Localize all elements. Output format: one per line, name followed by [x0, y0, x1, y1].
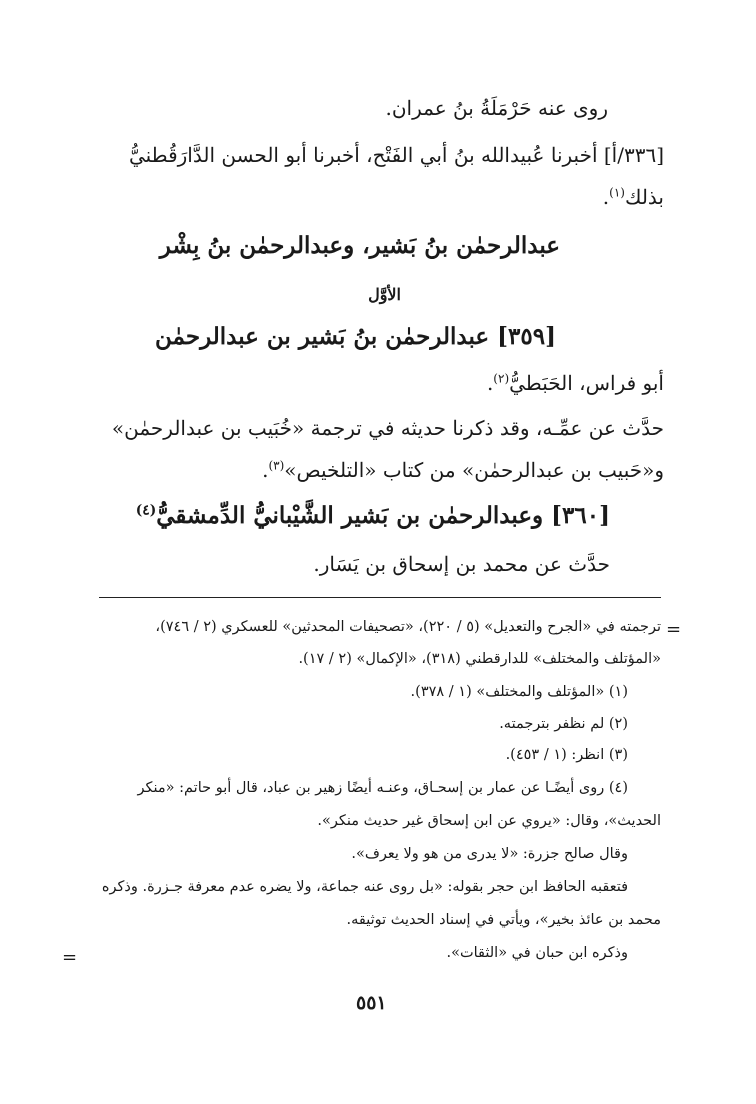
footnote-line: الحديث»، وقال: «يروي عن ابن إسحاق غير حديث منكر». [317, 813, 661, 829]
text-line: [٣٣٦/أ] أخبرنا عُبيدالله بنُ أبي الفَتْح، أخبرنا أبو الحسن الدَّارَقُطنيُّ [128, 143, 664, 167]
entry-heading: [٣٦٠] وعبدالرحمٰن بن بَشير الشَّيْبانيُّ الدِّمشقيُّ$^{(٤)}$ [135, 502, 610, 529]
footnote-line: «المؤتلف والمختلف» للدارقطني (٣١٨)، «الإكمال» (٢ / ١٧). [298, 651, 661, 667]
page-number: ٥٥١ [356, 992, 387, 1014]
continuation-mark: = [62, 947, 78, 968]
text-line: بذلك$^{(١)}$. [602, 185, 664, 209]
footnote-line: وقال صالح جزرة: «لا يدرى من هو ولا يعرف». [351, 846, 628, 862]
footnote-1: (١) «المؤتلف والمختلف» (١ / ٣٧٨). [410, 684, 628, 700]
text-line: حدَّث عن عمِّـه، وقد ذكرنا حديثه في ترجمة «خُبَيب بن عبدالرحمٰن» [111, 416, 664, 440]
footnote-line: ترجمته في «الجرح والتعديل» (٥ / ٢٢٠)، «تصحيفات المحدثين» للعسكري (٢ / ٧٤٦)، [155, 619, 661, 635]
text-line: و«حَبيب بن عبدالرحمٰن» من كتاب «التلخيص»$^{(٣)}$. [262, 458, 664, 482]
footnote-line: وذكره ابن حبان في «الثقات». [446, 945, 628, 961]
footnote-ref: (٤) [135, 502, 157, 519]
footnote-line: محمد بن عائذ بخير»، ويأتي في إسناد الحديث توثيقه. [346, 912, 661, 928]
footnote-3: (٣) انظر: (١ / ٤٥٣). [505, 747, 628, 763]
footnote-ref: (٣) [268, 458, 285, 473]
continuation-mark: = [666, 619, 682, 640]
footnote-ref: (١) [609, 185, 625, 200]
subsection-label: الأوَّل [368, 285, 401, 304]
text-line: أبو فراس، الحَبَطيُّ$^{(٢)}$. [486, 371, 664, 395]
footnote-4: (٤) روى أيضًـا عن عمار بن إسحـاق، وعنـه أيضًا زهير بن عباد، قال أبو حاتم: «منكر [137, 780, 628, 796]
footnote-separator [99, 597, 661, 598]
footnote-ref: (٢) [493, 371, 510, 386]
footnote-2: (٢) لم نظفر بترجمته. [499, 716, 628, 732]
text-line: حدَّث عن محمد بن إسحاق بن يَسَار. [313, 552, 610, 576]
section-heading: عبدالرحمٰن بنُ بَشير، وعبدالرحمٰن بنُ بِشْر [159, 232, 560, 259]
entry-heading: [٣٥٩] عبدالرحمٰن بنُ بَشير بن عبدالرحمٰن [155, 323, 556, 350]
footnote-line: فتعقبه الحافظ ابن حجر بقوله: «بل روى عنه جماعة، ولا يضره عدم معرفة جـزرة. وذكره [101, 879, 628, 895]
text-line: روى عنه حَرْمَلَةُ بنُ عمران. [385, 96, 608, 120]
